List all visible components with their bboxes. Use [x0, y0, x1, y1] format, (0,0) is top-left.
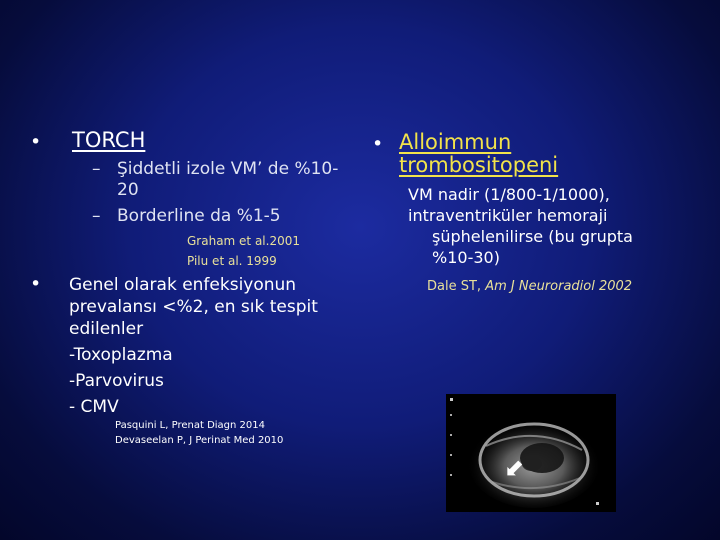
bullet-alloimmune: • — [372, 133, 384, 155]
torch-heading-text: TORCH — [72, 128, 146, 152]
small-reference-devaseelan: Devaseelan P, J Perinat Med 2010 — [115, 435, 284, 446]
infection-line: edilenler — [69, 319, 144, 339]
reference-pilu: Pilu et al. 1999 — [187, 254, 277, 268]
bullet-torch: • — [30, 131, 42, 153]
reference-dale-author: Dale ST, — [427, 279, 482, 294]
bullet-infection: • — [30, 273, 42, 295]
dash-item-severe-line2: 20 — [117, 180, 139, 200]
infection-line: prevalansı <%2, en sık tespit — [69, 297, 318, 317]
alloimmune-heading-line2: trombositopeni — [399, 153, 559, 177]
alloimmune-line: VM nadir (1/800-1/1000), — [408, 185, 610, 204]
infection-text — [69, 274, 318, 418]
ultrasound-arrow-icon: ⬋ — [504, 454, 525, 482]
dash-symbol-1: – — [92, 159, 101, 179]
infection-line: - CMV — [69, 397, 119, 417]
alloimmune-heading-line1: Alloimmun — [399, 130, 512, 154]
torch-heading — [72, 128, 145, 152]
alloimmune-line: intraventriküler hemoraji — [408, 206, 608, 225]
infection-line: -Parvovirus — [69, 371, 164, 391]
reference-dale-journal: Am J Neuroradiol 2002 — [485, 279, 633, 294]
reference-graham: Graham et al.2001 — [187, 234, 300, 248]
dash-item-severe-line1: Şiddetli izole VM’ de %10- — [117, 159, 339, 179]
small-references — [115, 418, 283, 448]
alloimmune-heading — [399, 131, 558, 177]
ultrasound-graphic — [446, 394, 616, 512]
alloimmune-line: %10-30) — [432, 248, 500, 267]
infection-line: Genel olarak enfeksiyonun — [69, 275, 297, 295]
alloimmune-line: şüphelenilirse (bu grupta — [432, 227, 633, 246]
dash-symbol-2: – — [92, 206, 101, 226]
alloimmune-text — [408, 184, 633, 268]
infection-line: -Toxoplazma — [69, 345, 173, 365]
dash-item-borderline: Borderline da %1-5 — [117, 206, 281, 226]
ultrasound-image — [446, 394, 616, 512]
reference-dale — [427, 279, 632, 294]
small-reference-pasquini: Pasquini L, Prenat Diagn 2014 — [115, 420, 265, 431]
